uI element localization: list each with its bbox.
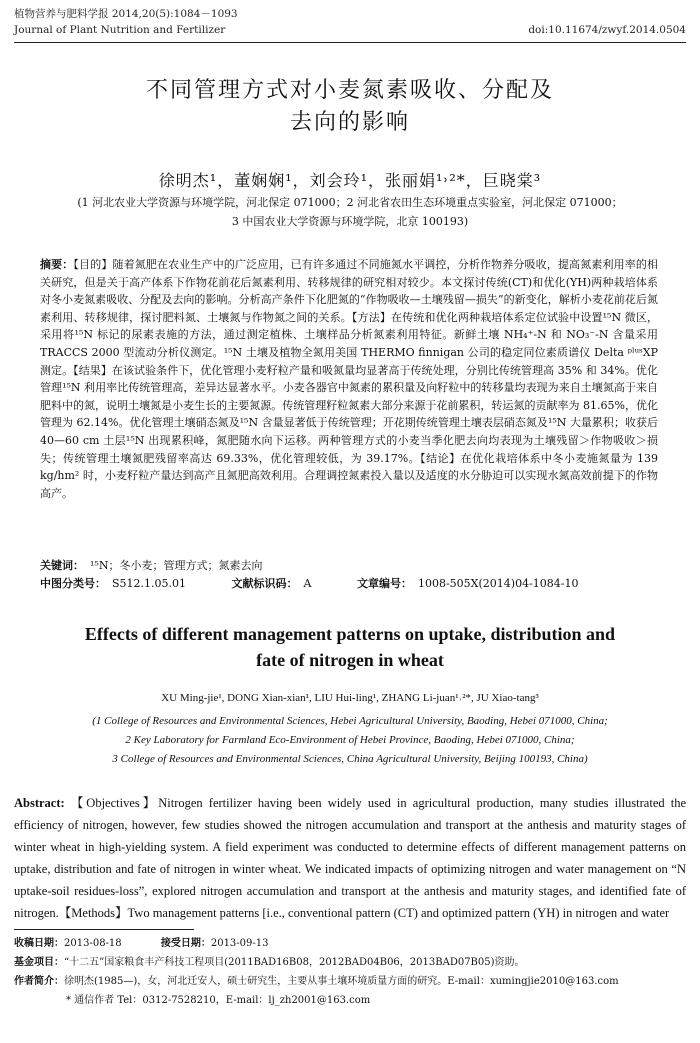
article-number-value: 1008-505X(2014)04-1084-10 [417,577,579,590]
doc-code-label: 文献标识码： [231,577,298,590]
title-en-line2: fate of nitrogen in wheat [256,650,444,670]
footnote-rule [14,929,194,930]
abstract-cn-label: 摘要： [40,258,74,271]
classification-row [40,575,658,591]
affiliation-cn-line1: (1 河北农业大学资源与环境学院，河北保定 071000；2 河北省农田生态环境重点实验室，河北保定 071000； [77,196,623,209]
received-row [14,936,686,952]
abstract-en-text: 【Objectives】Nitrogen fertilizer having been widely used in agricultural production, many studies illustrated the efficiency of nitrogen, however, few studies showed the nitrogen accumulation and transport at the anthesis and maturity stages of winter wheat in high-yielding system. A field experiment was conducted to determine effects of different management patterns on uptake, distribution and fate of nitrogen in winter wheat. We indicated impacts of optimizing nitrogen and water management on “N uptake-soil residues-loss”, explored nitrogen accumulation and transport at the anthesis and maturity stages, and identified fate of nitrogen.【Methods】Two management patterns [i.e., conventional pattern (CT) and optimized pattern (YH) in nitrogen and water [14,796,686,920]
doc-code-value: A [303,577,312,590]
fund-value: “十二五”国家粮食丰产科技工程项目(2011BAD16B08，2012BAD04B06，2013BAD07B05)资助。 [64,957,525,968]
fund-label: 基金项目： [14,957,64,968]
title-cn-line1: 不同管理方式对小麦氮素吸收、分配及 [145,78,554,103]
class-number-value: S512.1.05.01 [112,577,187,590]
author-bio-value: 徐明杰(1985—)，女，河北迁安人，硕士研究生，主要从事土壤环境质量方面的研究。E-mail：xumingjie2010@163.com [64,976,619,987]
affiliation-en-line1: (1 College of Resources and Environmental Sciences, Hebei Agricultural University, Baoding, Hebei 071000, China; [92,715,608,727]
abstract-cn-text: 【目的】随着氮肥在农业生产中的广泛应用，已有许多通过不同施氮水平调控，分析作物养分吸收，提高氮素利用率的相关研究，但是关于高产体系下作物花前花后氮素利用、转移规律的研究相对较少。本文探讨传统(CT)和优化(YH)两种栽培体系对冬小麦氮素吸收、分配及去向的影响。分析高产条件下化肥氮的“作物吸收—土壤残留—损失”的新变化，解析小麦花前花后氮素利用、转移规律，探讨肥料氮、土壤氮与作物氮之间的关系。【方法】在传统和优化两种栽培体系定位试验中设置¹⁵N 微区，采用将¹⁵N 标记的尿素表施的方法，通过测定植株、土壤样品分析氮素利用特征。新鲜土壤 NH₄⁺-N 和 NO₃⁻-N 含量采用 TRACCS 2000 型流动分析仪测定。¹⁵N 土壤及植物全氮用美国 THERMO finnigan 公司的稳定同位素质谱仪 Delta ᵖˡᵘˢXP 测定。【结果】在该试验条件下，优化管理小麦籽粒产量和吸氮量均显著高于传统处理，分别比传统管理高 35% 和 34%。优化管理¹⁵N 利用率比传统管理高，差异达显著水平。小麦各器官中氮素的累积量及向籽粒中的转移量均表现为来自土壤氮高于来自肥料中的氮，说明土壤氮是小麦生长的主要氮源。传统管理籽粒氮素大部分来源于花前累积，转运氮的贡献率为 81.65%，优化管理为 62.14%。优化管理土壤硝态氮及¹⁵N 含量显著低于传统管理；开花期传统管理土壤表层硝态氮及¹⁵N 大量累积；收获后 40—60 cm 土层¹⁵N 出现累积峰，氮肥随水向下运移。两种管理方式的小麦当季化肥去向均表现为土壤残留＞作物吸收＞损失；传统管理土壤氮肥残留率高达 69.33%，优化管理较低，为 39.17%。【结论】在优化栽培体系中冬小麦施氮量为 139 kg/hm² 时，小麦籽粒产量达到高产且氮肥高效利用。合理调控氮素投入量以及适度的水分胁迫可以实现水氮高效前提下的作物高产。 [40,258,659,500]
abstract-cn [40,256,658,502]
title-cn-line2: 去向的影响 [289,110,410,135]
article-number-label: 文章编号： [356,577,412,590]
affiliation-cn-line2: 3 中国农业大学资源与环境学院，北京 100193) [231,215,469,228]
author-bio-row [14,974,686,990]
accepted-label: 接受日期： [160,938,211,949]
accepted-date: 2013-09-13 [210,938,269,949]
journal-title-en: Journal of Plant Nutrition and Fertilizer [14,24,226,36]
doi[interactable]: doi:10.11674/zwyf.2014.0504 [528,24,686,36]
received-date: 2013-08-18 [64,938,122,949]
abstract-en [14,792,686,924]
keywords-cn-value: ¹⁵N；冬小麦；管理方式；氮素去向 [90,559,263,572]
keywords-cn [40,557,658,573]
journal-title-cn: 植物营养与肥料学报 2014,20(5):1084－1093 [14,8,238,20]
authors-en: XU Ming-jie¹, DONG Xian-xian¹, LIU Hui-ling¹, ZHANG Li-juan¹˒²*, JU Xiao-tang³ [161,692,539,704]
received-label: 收稿日期： [14,938,64,949]
abstract-en-label: Abstract: [14,796,65,810]
class-number-label: 中图分类号： [40,577,106,590]
affiliation-en-line2: 2 Key Laboratory for Farmland Eco-Environment of Hebei Province, Baoding, Hebei 071000, China; [125,734,575,746]
keywords-cn-label: 关键词： [40,559,84,572]
fund-row [14,955,686,971]
corresponding-author: * 通信作者 Tel：0312-7528210，E-mail：lj_zh2001@163.com [66,995,371,1006]
author-bio-label: 作者简介： [14,976,64,987]
authors-cn: 徐明杰¹，董娴娴¹，刘会玲¹，张丽娟¹˒²*，巨晓棠³ [158,171,542,190]
header-rule [14,42,686,43]
title-en-line1: Effects of different management patterns on uptake, distribution and [84,624,616,644]
affiliation-en-line3: 3 College of Resources and Environmental Sciences, China Agricultural University, Beijing 100193, China) [112,753,588,765]
